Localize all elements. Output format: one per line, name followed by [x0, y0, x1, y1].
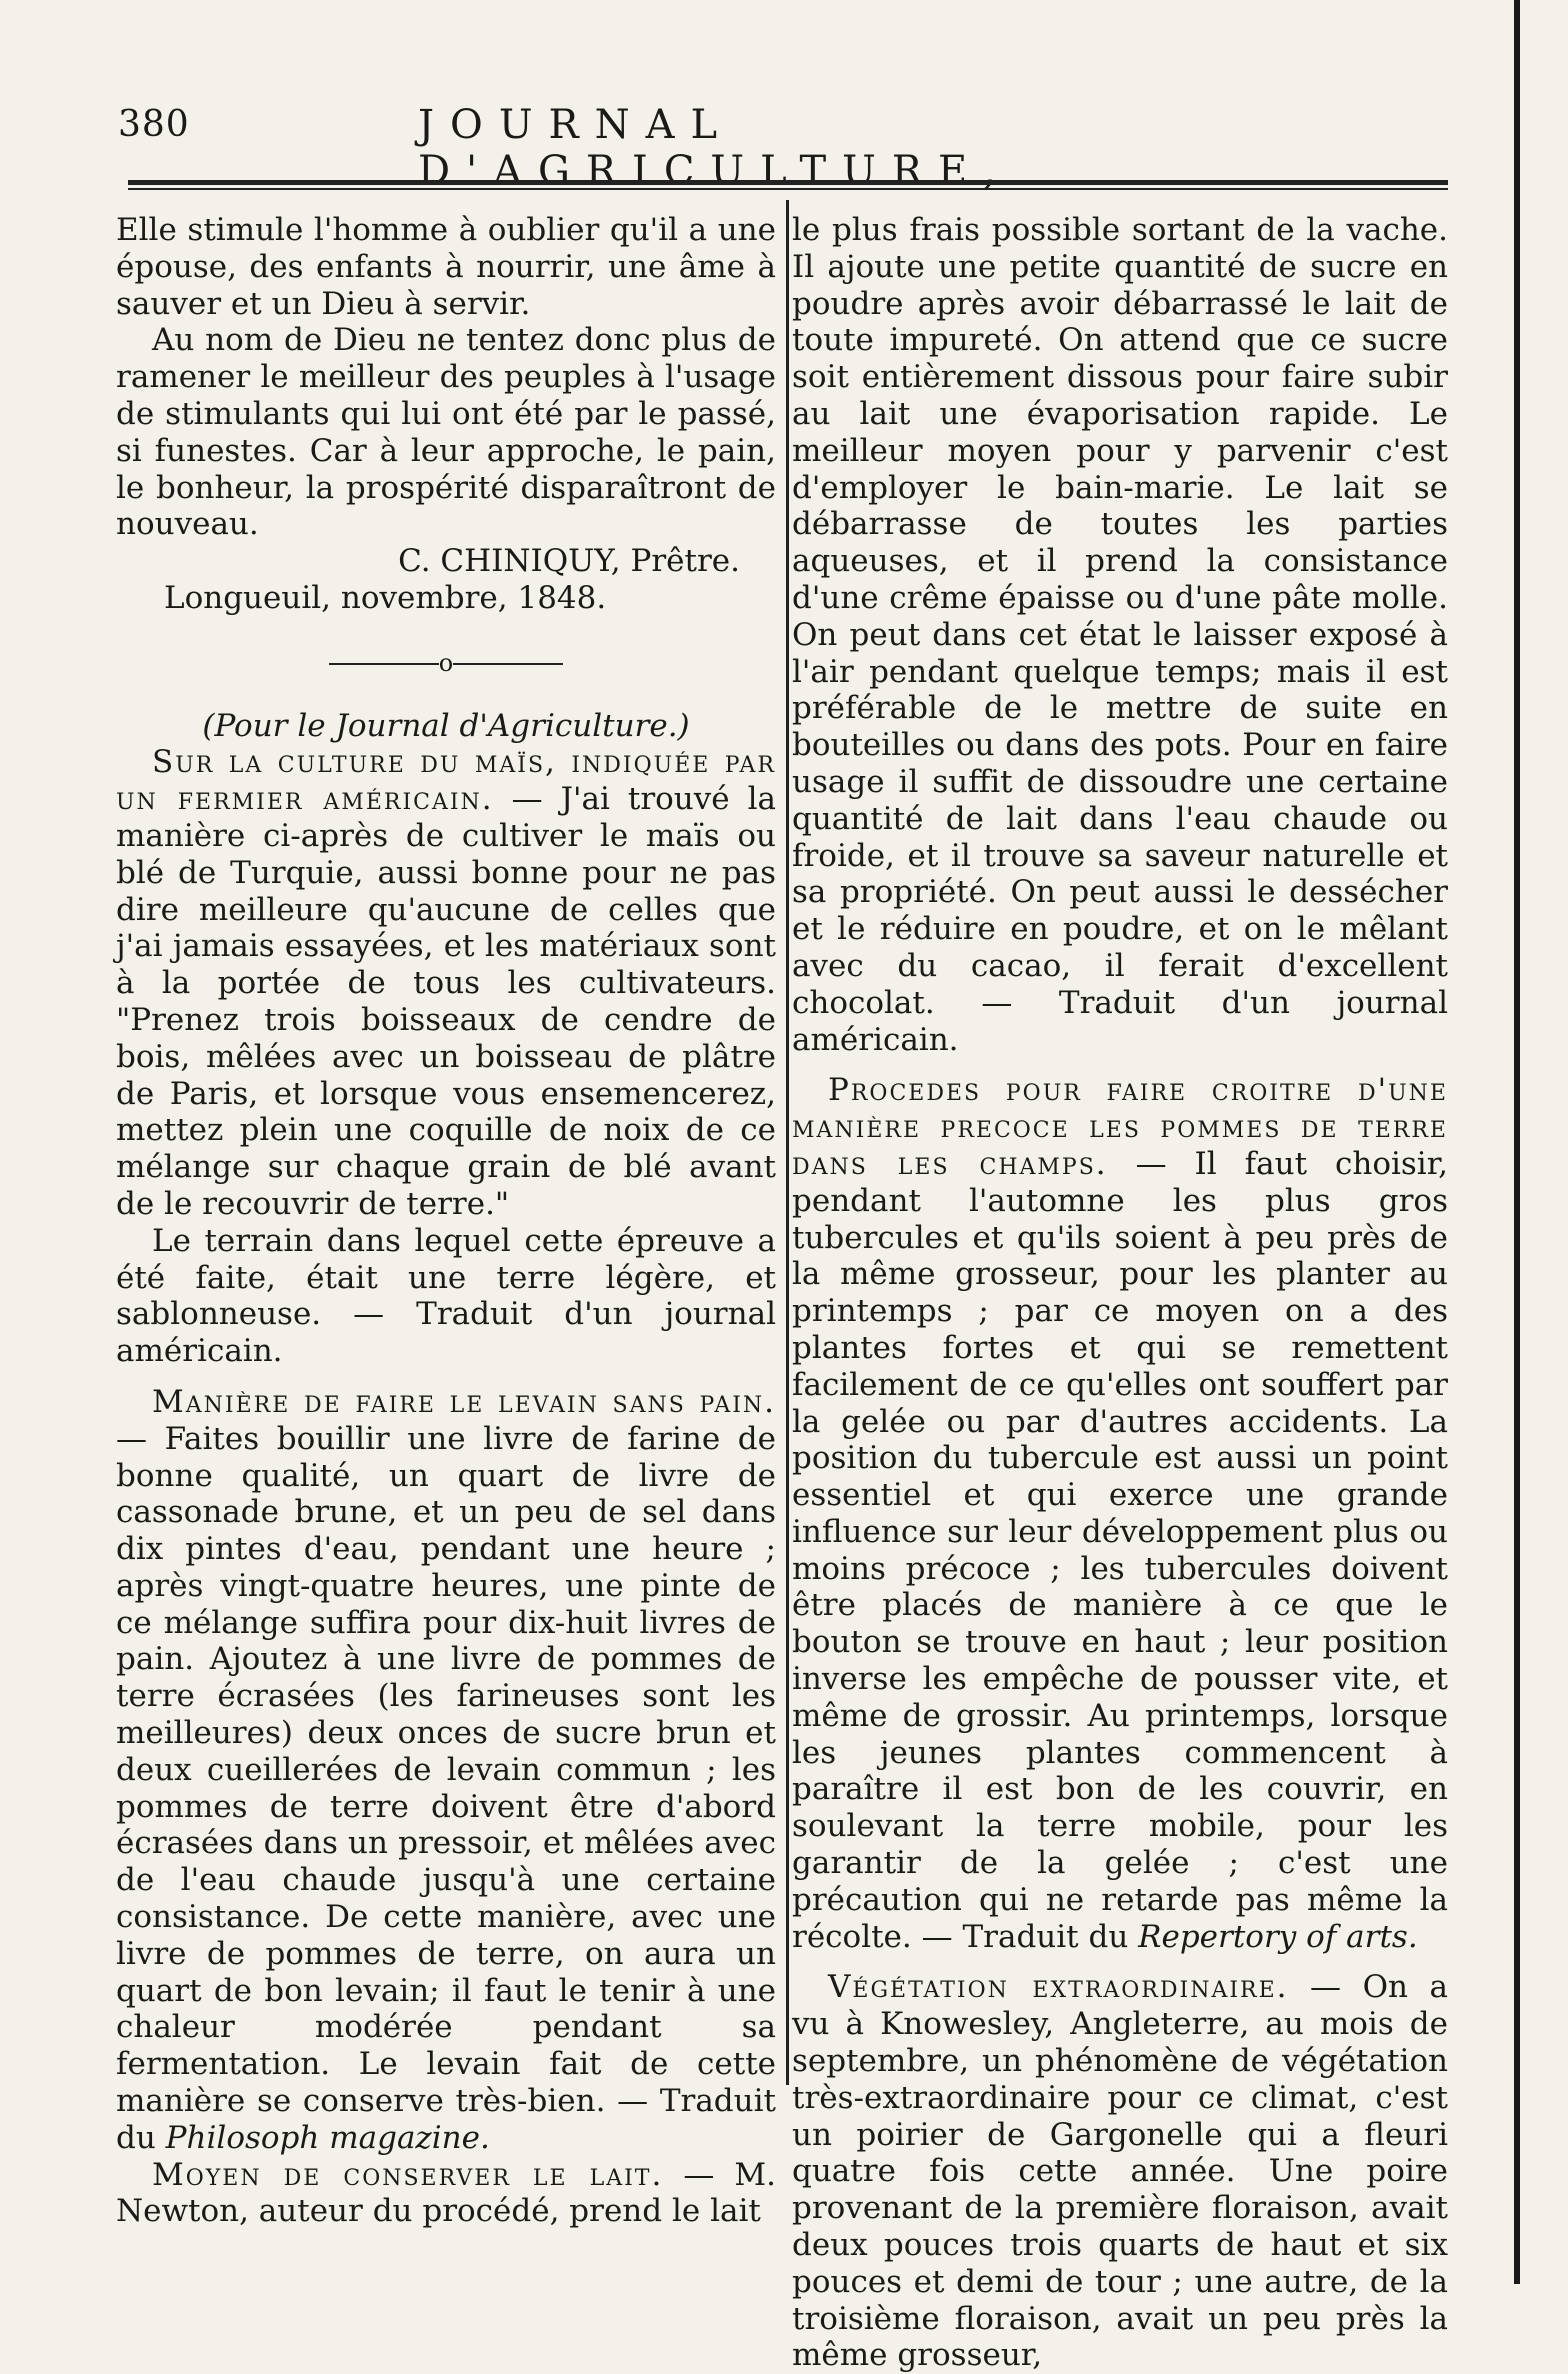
- paragraph: Le terrain dans lequel cette épreuve a été faite, était une terre légère, et sablonneuse. — Traduit d'un journal américain.: [116, 1222, 776, 1370]
- paragraph: le plus frais possible sortant de la vache. Il ajoute une petite quantité de sucre en poudre après avoir débarrassé le lait de toute impureté. On attend que ce sucre soit entièrement dissous pour faire subir au lait une évaporisation rapide. Le meilleur moyen pour y parvenir c'est d'employer le bain-marie. Le lait se débarrasse de toutes les parties aqueuses, et il prend la consistance d'une crême épaisse ou d'une pâte molle. On peut dans cet état le laisser exposé à l'air pendant quelque temps; mais il est préférable de le mettre de suite en bouteilles ou dans des pots. Pour en faire usage il suffit de dissoudre une certaine quantité de lait dans l'eau chaude ou froide, et il trouve sa saveur naturelle et sa propriété. On peut aussi le dessécher et le réduire en poudre, et on le mêlant avec du cacao, il ferait d'excellent chocolat. — Traduit d'un journal américain.: [792, 212, 1448, 1058]
- right-column: [792, 212, 1448, 2374]
- paragraph: Au nom de Dieu ne tentez donc plus de ramener le meilleur des peuples à l'usage de stimulants qui lui ont été par le passé, si funestes. Car à leur approche, le pain, le bonheur, la prospérité disparaîtront de nouveau.: [116, 322, 776, 543]
- header-rule: [128, 180, 1448, 190]
- page-header: [118, 96, 1448, 194]
- running-title: JOURNAL D'AGRICULTURE,: [418, 102, 1012, 194]
- article-heading: Végétation extraordinaire.: [828, 1969, 1289, 2006]
- article-pommes: Procedes pour faire croitre d'une manière precoce les pommes de terre dans les champs. — Il faut choisir, pendant l'automne les plus gros tubercules et qu'ils soient à peu près de la même grosseur, pour les planter au printemps ; par ce moyen on a des plantes fortes et qui se remettent facilement de ce qu'elles ont souffert par la gelée ou par d'autres accidents. La position du tubercule est aussi un point essentiel et qui exerce une grande influence sur leur développement plus ou moins précoce ; les tubercules doivent être placés de manière à ce que le bouton se trouve en haut ; leur position inverse les empêche de pousser vite, et même de grossir. Au printemps, lorsque les jeunes plantes commencent à paraître il est bon de les couvrir, en soulevant la terre mobile, pour les garantir de la gelée ; c'est une précaution qui ne retarde pas même la récolte. — Traduit du Repertory of arts.: [792, 1072, 1448, 1955]
- signature: C. CHINIQUY, Prêtre.: [398, 543, 740, 580]
- article-vegetation: Végétation extraordinaire. — On a vu à Knowesley, Angleterre, au mois de septembre, un phénomène de végétation très-extraordinaire pour ce climat, c'est un poirier de Gargonelle qui a fleuri quatre fois cette année. Une poire provenant de la première floraison, avait deux pouces trois quarts de haut et six pouces et demi de tour ; une autre, de la troisième floraison, avait un peu près la même grosseur,: [792, 1969, 1448, 2374]
- page-number: 380: [118, 104, 190, 145]
- source-title: Repertory of arts.: [1138, 1918, 1418, 1955]
- signature-date: Longueuil, novembre, 1848.: [164, 579, 607, 616]
- left-column: [116, 212, 776, 2230]
- article-lait: Moyen de conserver le lait. — M. Newton, auteur du procédé, prend le lait: [116, 2156, 776, 2230]
- article-heading: Procedes pour faire croitre d'une manière precoce les pommes de terre dans les champs.: [792, 1072, 1448, 1182]
- source-title: Philosoph magazine.: [165, 2119, 490, 2156]
- page-edge: [1514, 0, 1520, 2284]
- section-separator: o: [116, 645, 776, 682]
- column-divider: [786, 200, 789, 2085]
- article-heading: Moyen de conserver le lait.: [152, 2156, 664, 2193]
- credit-line: (Pour le Journal d'Agriculture.): [202, 707, 690, 744]
- article-mais: Sur la culture du maïs, indiquée par un fermier américain. — J'ai trouvé la manière ci-après de cultiver le maïs ou blé de Turquie, aussi bonne pour ne pas dire meilleure qu'aucune de celles que j'ai jamais essayées, et les matériaux sont à la portée de tous les cultivateurs. "Prenez trois boisseaux de cendre de bois, mêlées avec un boisseau de plâtre de Paris, et lorsque vous ensemencerez, mettez plein une coquille de noix de ce mélange sur chaque grain de blé avant de le recouvrir de terre.": [116, 744, 776, 1222]
- article-heading: Sur la culture du maïs, indiquée par un fermier américain.: [116, 744, 776, 818]
- article-levain: Manière de faire le levain sans pain. — Faites bouillir une livre de farine de bonne qualité, un quart de livre de cassonade brune, et un peu de sel dans dix pintes d'eau, pendant une heure ; après vingt-quatre heures, une pinte de ce mélange suffira pour dix-huit livres de pain. Ajoutez à une livre de pommes de terre écrasées (les farineuses sont les meilleures) deux onces de sucre brun et deux cueillerées de levain commun ; les pommes de terre doivent être d'abord écrasées dans un pressoir, et mêlées avec de l'eau chaude jusqu'à une certaine consistance. De cette manière, avec une livre de pommes de terre, on aura un quart de bon levain; il faut le tenir à une chaleur modérée pendant sa fermentation. Le levain fait de cette manière se conserve très-bien. — Traduit du Philosoph magazine.: [116, 1383, 776, 2156]
- paragraph: Elle stimule l'homme à oublier qu'il a une épouse, des enfants à nourrir, une âme à sauver et un Dieu à servir.: [116, 212, 776, 322]
- article-heading: Manière de faire le levain sans pain.: [152, 1383, 776, 1420]
